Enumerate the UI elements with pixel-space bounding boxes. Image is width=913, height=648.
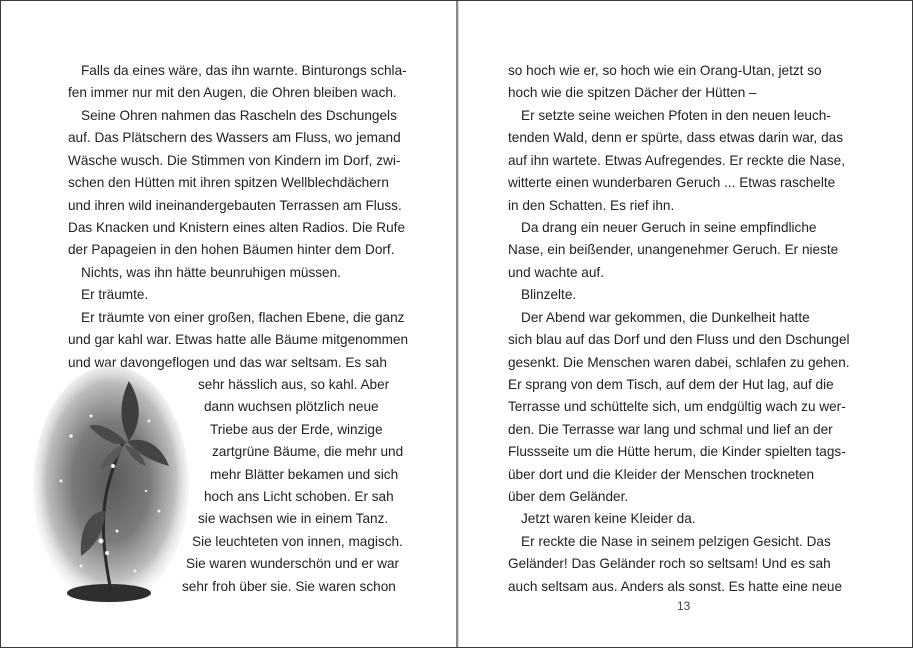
text-line: mehr Blätter bekamen und sich	[210, 467, 399, 482]
text-line: Das Knacken und Knistern eines alten Radios. Die Rufe	[68, 220, 406, 235]
text-line: und wachte auf.	[508, 265, 604, 280]
glowing-seedling-illustration	[31, 361, 191, 621]
text-line: Sie leuchteten von innen, magisch.	[192, 534, 403, 549]
text-line: Er träumte.	[81, 287, 149, 302]
text-line: Da drang ein neuer Geruch in seine empfindliche	[521, 220, 817, 235]
text-line: den. Die Terrasse war lang und schmal und lief an der	[508, 422, 833, 437]
text-line: Der Abend war gekommen, die Dunkelheit hatte	[521, 310, 810, 325]
text-line: sie wachsen wie in einem Tanz.	[198, 511, 389, 526]
text-line: Er träumte von einer großen, flachen Ebene, die ganz	[81, 310, 405, 325]
text-line: Jetzt waren keine Kleider da.	[521, 511, 696, 526]
text-line: über dort und die Kleider der Menschen trockneten	[508, 467, 815, 482]
page-number: 13	[677, 599, 691, 613]
text-line: auf ihn wartete. Etwas Aufregendes. Er reckte die Nase,	[508, 153, 846, 168]
text-line: gesenkt. Die Menschen waren dabei, schlafen zu gehen.	[508, 355, 850, 370]
text-line: Sie waren wunderschön und er war	[186, 556, 400, 571]
text-line: sich blau auf das Dorf und den Fluss und den Dschungel	[508, 332, 850, 347]
text-line: Wäsche wusch. Die Stimmen von Kindern im Dorf, zwi-	[68, 153, 401, 168]
text-line: so hoch wie er, so hoch wie ein Orang-Utan, jetzt so	[508, 63, 822, 78]
text-line: und gar kahl war. Etwas hatte alle Bäume mitgenommen	[68, 332, 409, 347]
text-line: der Papageien in den hohen Bäumen hinter dem Dorf.	[68, 242, 395, 257]
text-line: in den Schatten. Es rief ihn.	[508, 198, 675, 213]
text-line: Nichts, was ihn hätte beunruhigen müssen.	[81, 265, 341, 280]
text-line: Blinzelte.	[521, 287, 577, 302]
text-line: schen den Hütten mit ihren spitzen Wellblechdächern	[68, 175, 389, 190]
text-line: Er reckte die Nase in seinem pelzigen Gesicht. Das	[521, 534, 831, 549]
text-line: Seine Ohren nahmen das Rascheln des Dschungels	[81, 108, 397, 123]
text-line: Triebe aus der Erde, winzige	[210, 422, 383, 437]
text-line: fen immer nur mit den Augen, die Ohren bleiben wach.	[68, 85, 397, 100]
text-line: Er sprang von dem Tisch, auf dem der Hut lag, auf die	[508, 377, 834, 392]
text-line: zartgrüne Bäume, die mehr und	[212, 444, 404, 459]
text-line: und war davongeflogen und das war seltsam. Es sah	[68, 355, 387, 370]
text-line: witterte einen wunderbaren Geruch ... Etwas raschelte	[508, 175, 836, 190]
text-line: dann wuchsen plötzlich neue	[204, 399, 379, 414]
text-line: und ihren wild ineinandergebauten Terrassen am Fluss.	[68, 198, 402, 213]
text-line: über dem Geländer.	[508, 489, 629, 504]
text-line: auch seltsam aus. Anders als sonst. Es hatte eine neue	[508, 579, 843, 594]
text-line: hoch wie die spitzen Dächer der Hütten –	[508, 85, 757, 100]
text-line: Flussseite um die Hütte herum, die Kinder spielten tags-	[508, 444, 846, 459]
text-line: auf. Das Plätschern des Wassers am Fluss, wo jemand	[68, 130, 401, 145]
text-line: Er setzte seine weichen Pfoten in den neuen leuch-	[521, 108, 831, 123]
text-line: hoch ans Licht schoben. Er sah	[204, 489, 394, 504]
right-page	[458, 1, 912, 647]
text-line: Nase, ein beißender, unangenehmer Geruch. Er nieste	[508, 242, 839, 257]
text-line: sehr froh über sie. Sie waren schon	[182, 579, 396, 594]
text-line: tenden Wald, denn er spürte, dass etwas darin war, das	[508, 130, 843, 145]
text-line: sehr hässlich aus, so kahl. Aber	[198, 377, 390, 392]
text-line: Geländer! Das Geländer roch so seltsam! Und es sah	[508, 556, 831, 571]
text-line: Terrasse und schüttelte sich, um endgültig wach zu wer-	[508, 399, 846, 414]
left-page	[1, 1, 456, 647]
text-line: Falls da eines wäre, das ihn warnte. Binturongs schla-	[81, 63, 407, 78]
